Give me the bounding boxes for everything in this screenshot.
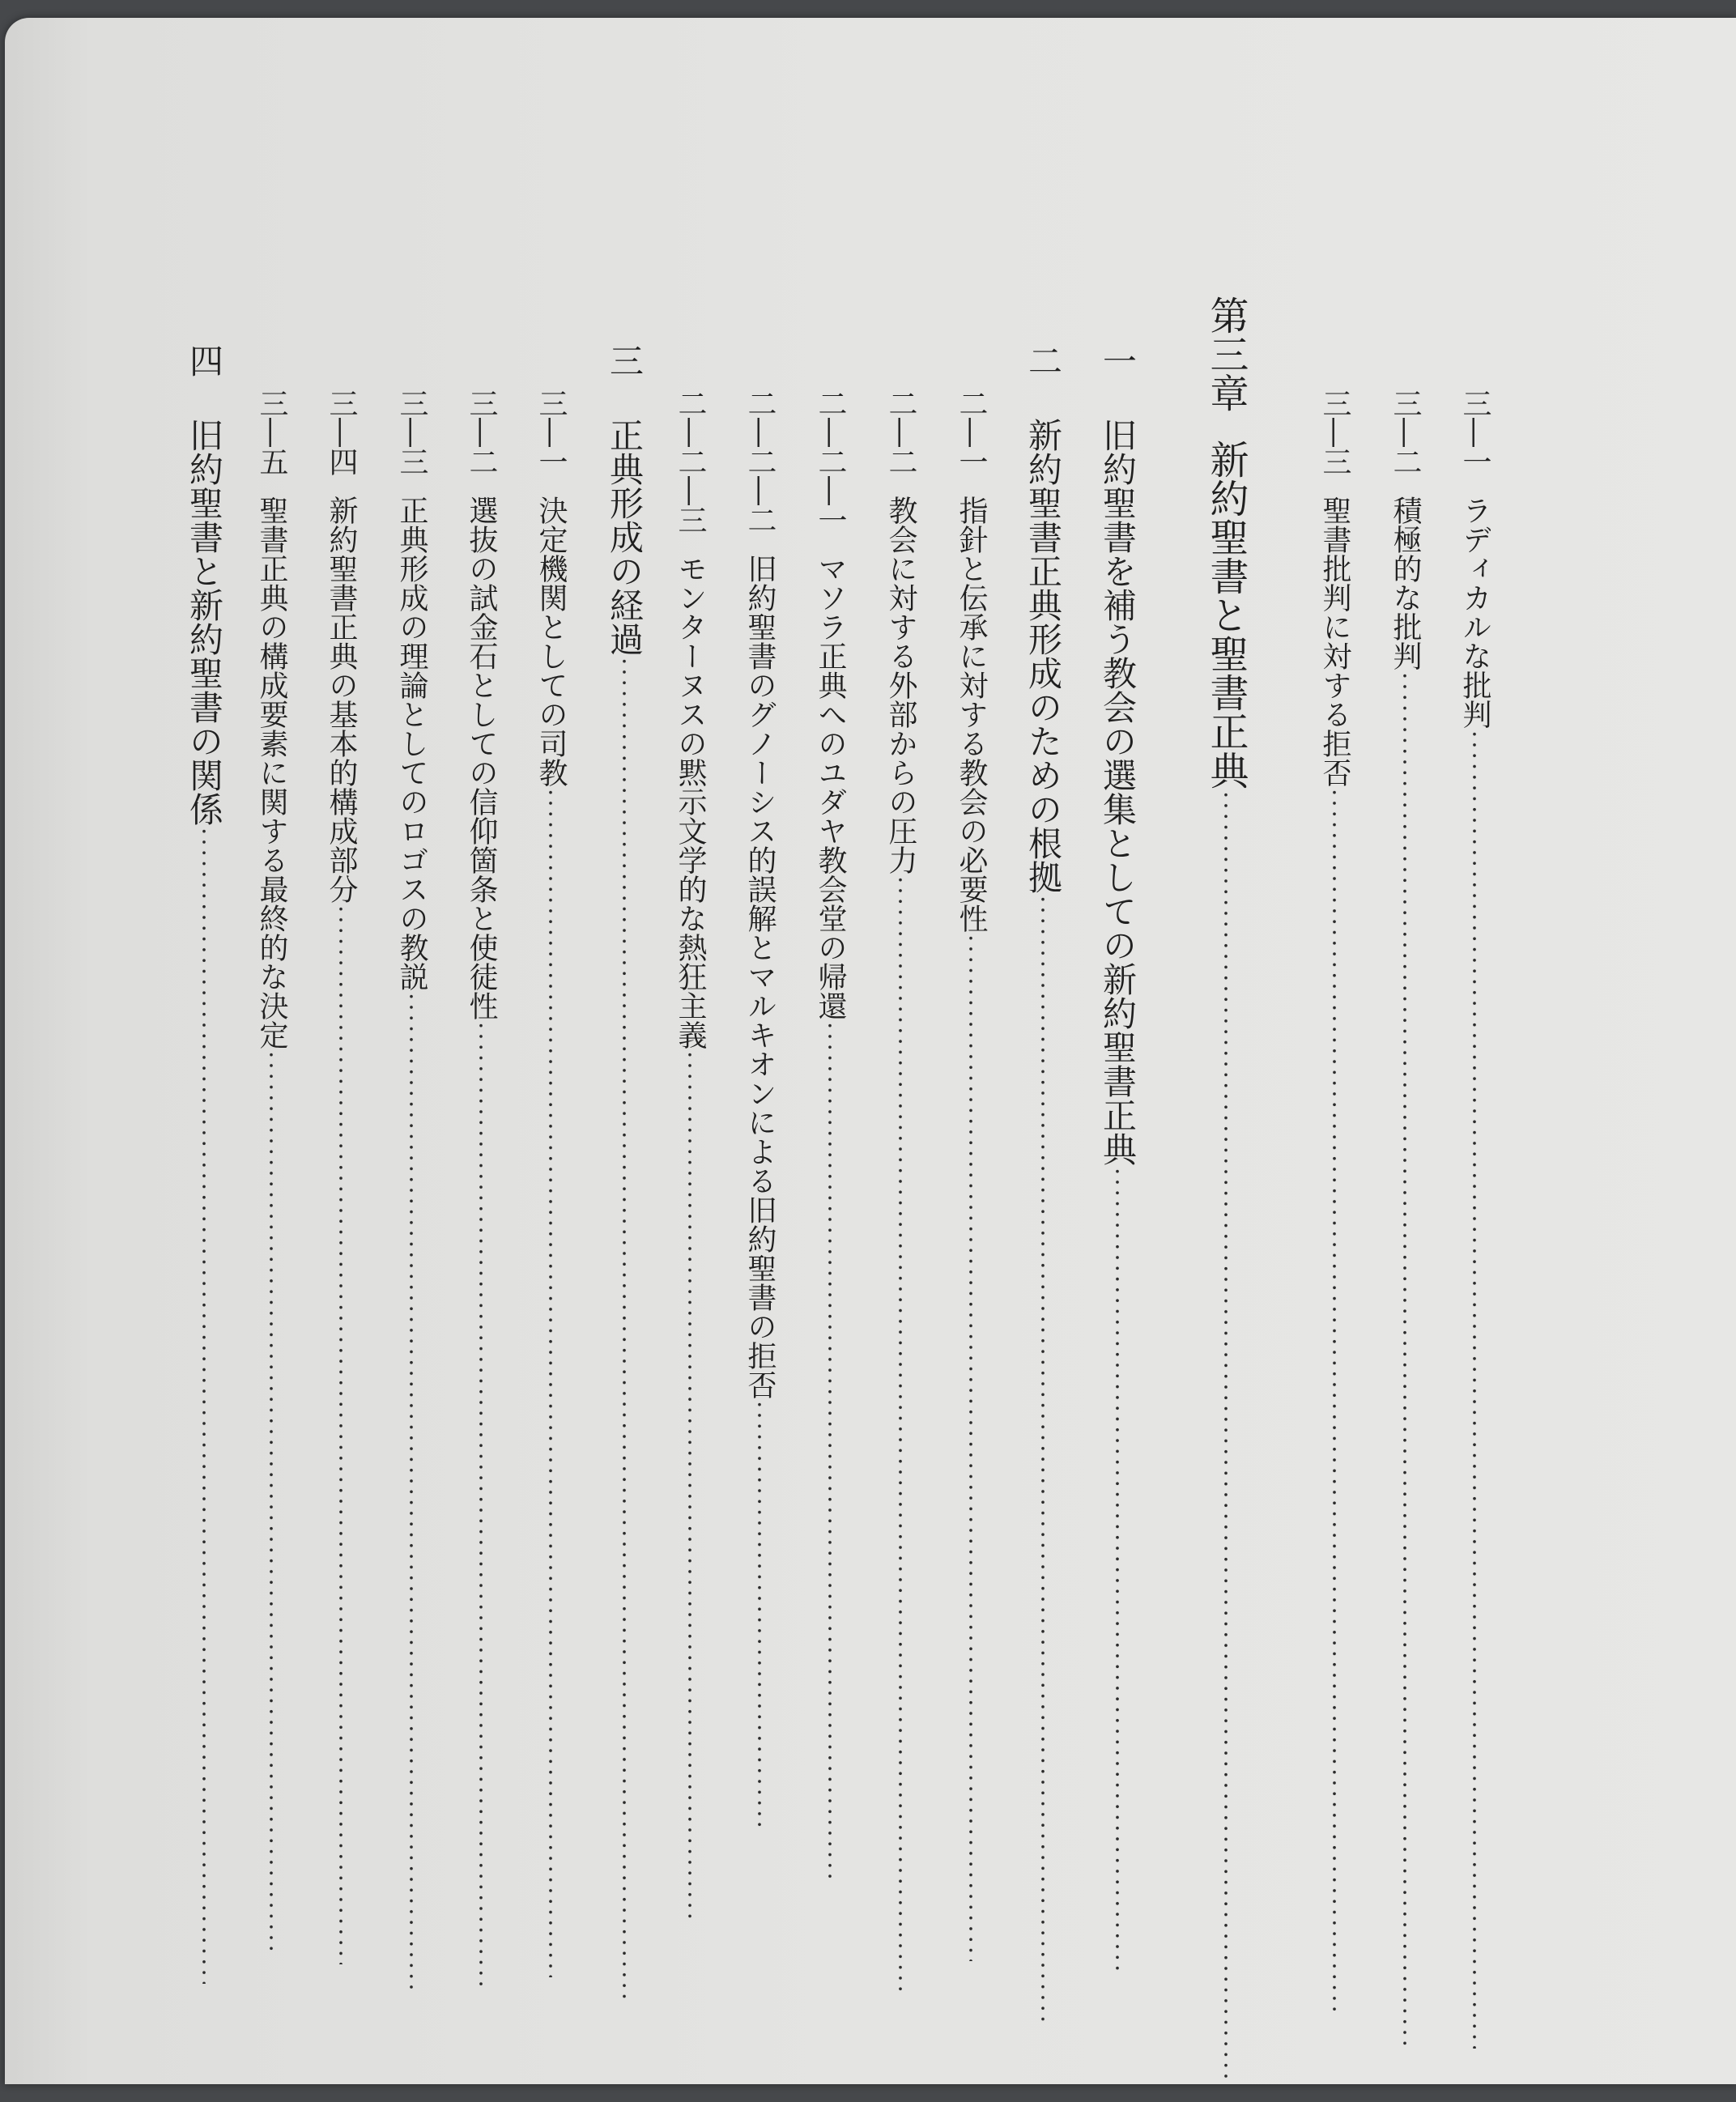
section-title: 選抜の試金石としての信仰箇条と使徒性 <box>465 496 498 1020</box>
dot-leader <box>479 1020 483 1992</box>
dot-leader <box>898 874 903 1992</box>
dot-leader <box>968 933 973 1961</box>
section-number: 三―二 <box>1389 389 1422 476</box>
section-number: 一 <box>1098 343 1138 377</box>
section-title: 決定機関としての司教 <box>534 496 568 787</box>
section-title: ラディカルな批判 <box>1458 496 1491 729</box>
chapter-number: 第三章 <box>1203 296 1249 412</box>
section-title: モンターヌスの黙示文学的な熱狂主義 <box>674 554 707 1049</box>
toc-entry <box>1389 389 1422 2102</box>
section-title: 教会に対する外部からの圧力 <box>884 496 917 874</box>
section-title: 聖書正典の構成要素に関する最終的な決定 <box>255 496 288 1049</box>
dot-leader <box>202 826 206 1984</box>
toc-entry <box>674 389 707 2102</box>
section-title: マソラ正典へのユダヤ教会堂の帰還 <box>814 554 847 1020</box>
toc-entry <box>325 389 358 2102</box>
section-title: 指針と伝承に対する教会の必要性 <box>955 496 988 933</box>
toc-entry <box>397 389 426 2102</box>
section-title: 積極的な批判 <box>1389 496 1422 670</box>
toc-entry <box>534 389 568 2102</box>
dot-leader <box>1115 1166 1120 1976</box>
section-number: 三 <box>605 343 645 377</box>
dot-leader <box>269 1049 274 1956</box>
toc-entry <box>257 389 286 2102</box>
section-number: 三―五 <box>255 389 288 476</box>
section-number: 二―一 <box>955 389 988 476</box>
dot-leader <box>757 1399 762 1828</box>
section-number: 二―二―三 <box>674 389 707 534</box>
toc-entry <box>1023 343 1063 2102</box>
dot-leader <box>687 1049 692 1924</box>
dot-leader <box>1402 670 1407 2047</box>
section-number: 三―二 <box>465 389 498 476</box>
section-number: 三―一 <box>534 389 568 476</box>
section-number: 三―一 <box>1458 389 1491 476</box>
dot-leader <box>409 991 414 1995</box>
section-title: 旧約聖書と新約聖書の関係 <box>185 418 224 826</box>
chapter-heading <box>1203 296 1249 2102</box>
chapter-title: 新約聖書と聖書正典 <box>1203 440 1249 789</box>
section-title: 新約聖書正典の基本的構成部分 <box>325 496 358 904</box>
dot-leader <box>338 904 343 1964</box>
section-number: 二―二―二 <box>743 389 777 534</box>
section-number: 二―二 <box>884 389 917 476</box>
dot-leader <box>622 656 627 2000</box>
section-title: 新約聖書正典形成のための根拠 <box>1023 418 1063 894</box>
toc-entry <box>886 389 915 2102</box>
section-title: 正典形成の理論としてのロゴスの教説 <box>395 496 428 991</box>
toc-entry <box>743 389 777 2102</box>
dot-leader <box>1040 894 1045 2028</box>
section-title: 正典形成の経過 <box>605 418 645 656</box>
section-number: 三―四 <box>325 389 358 476</box>
section-title: 旧約聖書のグノーシス的誤解とマルキオンによる旧約聖書の拒否 <box>743 554 777 1399</box>
dot-leader <box>1223 789 1228 2085</box>
toc-entry <box>1098 343 1138 2102</box>
dot-leader <box>1332 787 1337 2018</box>
book-page <box>5 18 1736 2084</box>
toc-entry <box>1320 389 1349 2102</box>
toc-entry <box>815 389 845 2102</box>
section-title: 旧約聖書を補う教会の選集としての新約聖書正典 <box>1098 418 1138 1166</box>
section-number: 二―二―一 <box>814 389 847 534</box>
toc-entry <box>466 389 496 2102</box>
dot-leader <box>828 1020 832 1879</box>
section-number: 三―三 <box>1318 389 1351 476</box>
section-number: 二 <box>1023 343 1063 377</box>
toc-entry <box>1460 389 1489 2102</box>
section-title: 聖書批判に対する拒否 <box>1318 496 1351 787</box>
toc-entry <box>955 389 988 2102</box>
dot-leader <box>548 787 553 1977</box>
toc-entry <box>185 343 224 2102</box>
dot-leader <box>1472 729 1477 2049</box>
toc-entry <box>605 343 645 2102</box>
section-number: 四 <box>185 343 224 377</box>
section-number: 三―三 <box>395 389 428 476</box>
